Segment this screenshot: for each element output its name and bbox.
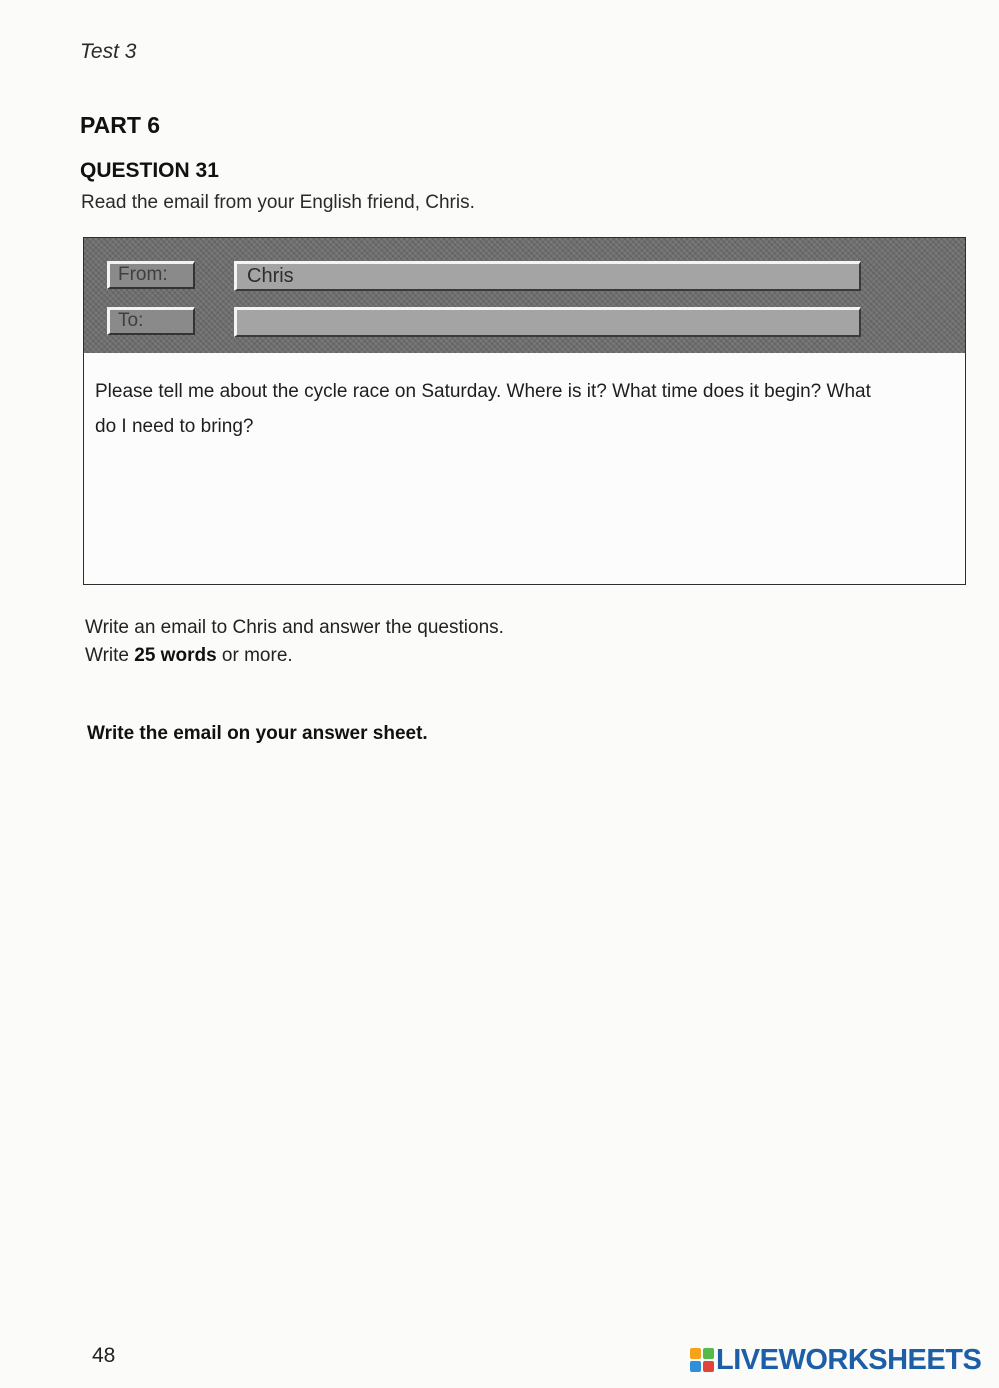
word-count: 25 words bbox=[134, 645, 217, 666]
page-number: 48 bbox=[92, 1344, 116, 1367]
liveworksheets-logo-icon bbox=[690, 1348, 714, 1372]
to-field bbox=[234, 307, 861, 337]
from-field: Chris bbox=[234, 261, 861, 291]
question-title: QUESTION 31 bbox=[80, 159, 219, 182]
answer-sheet-note: Write the email on your answer sheet. bbox=[87, 723, 428, 744]
instruction-line: Write an email to Chris and answer the questions. bbox=[85, 617, 504, 638]
intro-text: Read the email from your English friend, Chris. bbox=[81, 192, 475, 213]
from-label: From: bbox=[107, 261, 195, 289]
email-header bbox=[84, 238, 965, 353]
instruction-suffix: or more. bbox=[216, 645, 293, 666]
email-box bbox=[83, 237, 966, 585]
instruction-prefix: Write bbox=[85, 645, 135, 666]
email-body bbox=[95, 374, 950, 444]
part-title: PART 6 bbox=[80, 112, 161, 138]
brand-name: LIVEWORKSHEETS bbox=[716, 1343, 982, 1376]
to-label: To: bbox=[107, 307, 195, 335]
liveworksheets-brand[interactable] bbox=[690, 1344, 981, 1376]
test-label: Test 3 bbox=[80, 40, 137, 63]
word-count-instruction bbox=[85, 645, 293, 667]
email-body-line: Please tell me about the cycle race on Saturday. Where is it? What time does it begin? What bbox=[95, 381, 871, 402]
email-body-line: do I need to bring? bbox=[95, 416, 254, 437]
